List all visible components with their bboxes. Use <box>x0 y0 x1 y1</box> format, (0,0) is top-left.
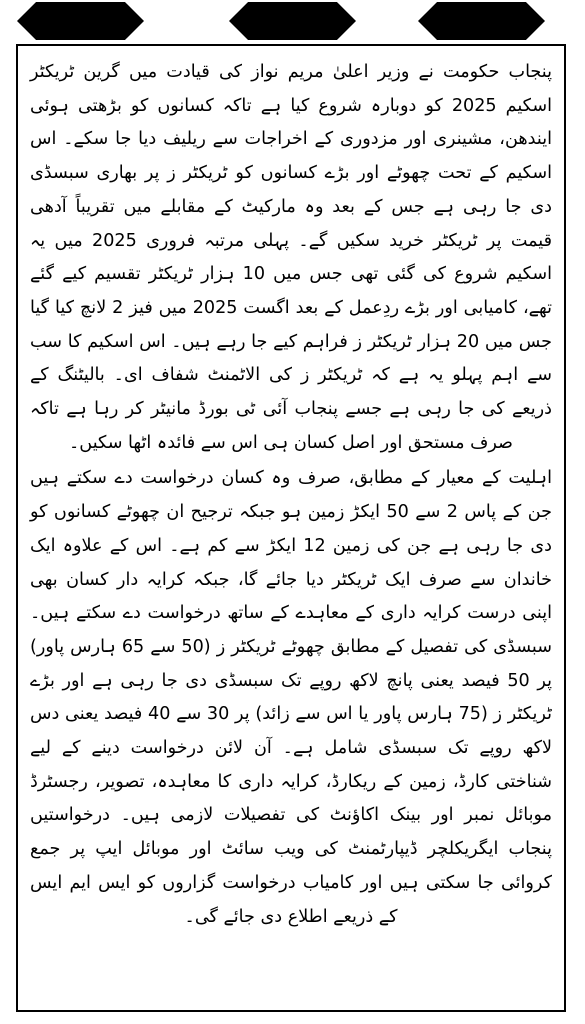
paragraph-eligibility: اہلیت کے معیار کے مطابق، صرف وہ کسان درخواست دے سکتے ہیں جن کے پاس 2 سے 50 ایکڑ زمین ہو جبکہ ترجیح ان چھوٹے کسانوں کو دی جا رہی ہے جن کی زمین 12 ایکڑ سے کم ہے۔ اس کے علاوہ ایک خاندان سے صرف ایک ٹریکٹر دیا جائے گا، جبکہ کرایہ دار کسان بھی اپنی درست کرایہ داری کے معاہدے کے ساتھ درخواست دے سکتے ہیں۔ سبسڈی کی تفصیل کے مطابق چھوٹے ٹریکٹر ز (50 سے 65 ہارس پاور) پر 50 فیصد یعنی پانچ لاکھ روپے تک سبسڈی دی جا رہی ہے اور بڑے ٹریکٹر ز (75 ہارس پاور یا اس سے زائد) پر 30 سے 40 فیصد یعنی دس لاکھ روپے تک سبسڈی شامل ہے۔ آن لائن درخواست دینے کے لیے شناختی کارڈ، زمین کے ریکارڈ، کرایہ داری کا معاہدہ، تصویر، رجسٹرڈ موبائل نمبر اور بینک اکاؤنٹ کی تفصیلات لازمی ہیں۔ درخواستیں پنجاب ایگریکلچر ڈیپارٹمنٹ کی ویب سائٹ اور موبائل ایپ پر جمع کروائی جا سکتی ہیں اور کامیاب درخواست گزاروں کو ایس ایم ایس کے ذریعے اطلاع دی جائے گی۔ <box>30 468 552 927</box>
decorative-tab-right <box>418 2 545 40</box>
article-body <box>18 46 564 934</box>
decorative-tab-left <box>17 2 144 40</box>
decorative-tab-center <box>229 2 356 40</box>
paragraph-intro: پنجاب حکومت نے وزیر اعلیٰ مریم نواز کی قیادت میں گرین ٹریکٹر اسکیم 2025 کو دوبارہ شروع کیا ہے تاکہ کسانوں کو بڑھتی ہوئی ایندھن، مشینری اور مزدوری کے اخراجات سے ریلیف دیا جا سکے۔ اس اسکیم کے تحت چھوٹے اور بڑے کسانوں کو ٹریکٹر ز پر بھاری سبسڈی دی جا رہی ہے جس کے بعد وہ مارکیٹ کے مقابلے میں تقریباً آدھی قیمت پر ٹریکٹر خرید سکیں گے۔ پہلی مرتبہ فروری 2025 میں یہ اسکیم شروع کی گئی تھی جس میں 10 ہزار ٹریکٹر تقسیم کیے گئے تھے، کامیابی اور بڑے ردِعمل کے بعد اگست 2025 میں فیز 2 لانچ کیا گیا جس میں 20 ہزار ٹریکٹر ز فراہم کیے جا رہے ہیں۔ اس اسکیم کا سب سے اہم پہلو یہ ہے کہ ٹریکٹر ز کی الاٹمنٹ شفاف ای۔ بالیٹنگ کے ذریعے کی جا رہی ہے جسے پنجاب آئی ٹی بورڈ مانیٹر کر رہا ہے تاکہ صرف مستحق اور اصل کسان ہی اس سے فائدہ اٹھا سکیں۔ <box>30 62 552 453</box>
article-frame <box>16 44 566 1012</box>
header-tabs <box>0 2 585 42</box>
